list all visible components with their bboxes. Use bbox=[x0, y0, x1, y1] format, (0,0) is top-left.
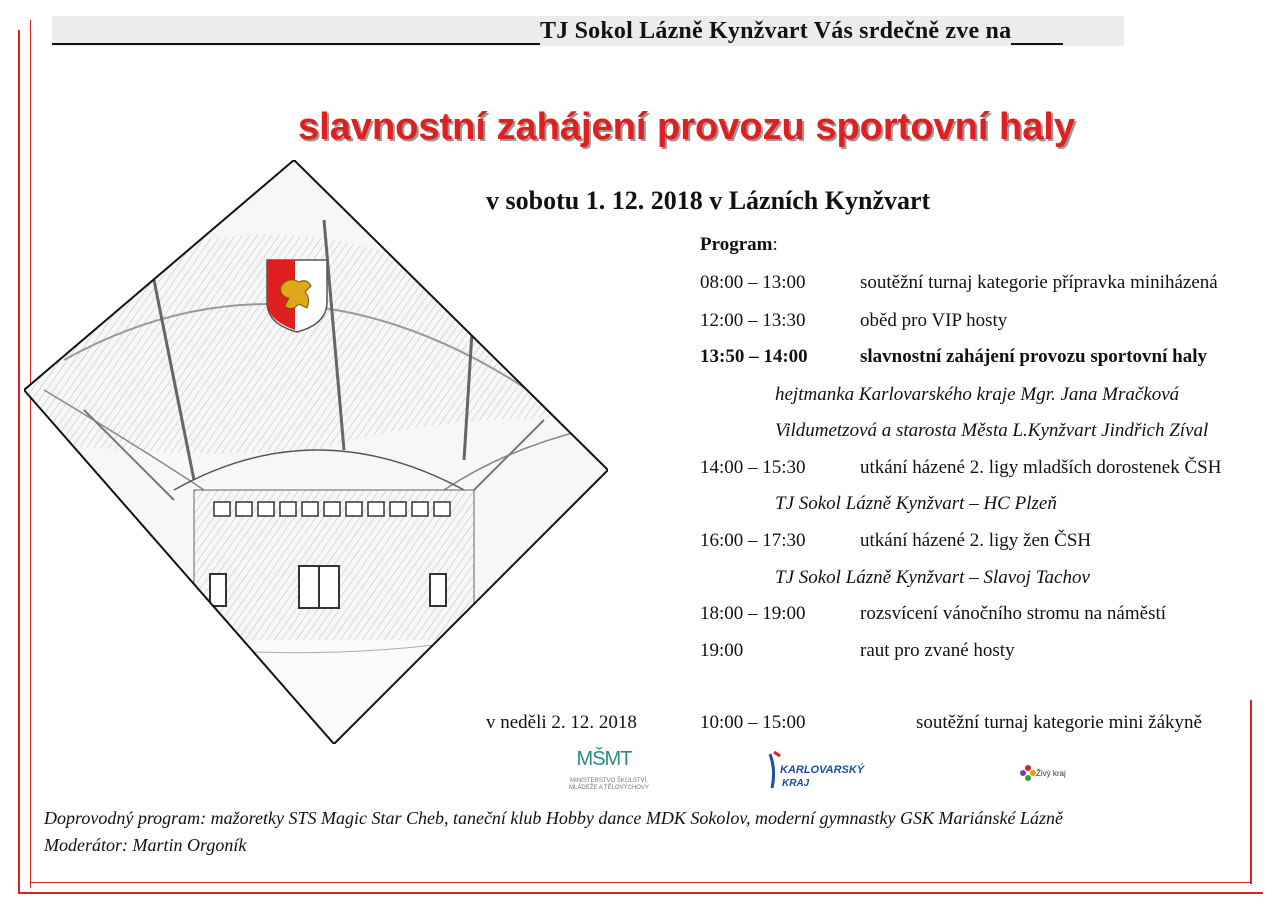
zk-text: Živý kraj bbox=[1036, 769, 1066, 778]
program-sub: TJ Sokol Lázně Kynžvart – HC Plzeň bbox=[775, 493, 1057, 514]
row-desc: oběd pro VIP hosty bbox=[860, 310, 1008, 331]
row-desc: raut pro zvané hosty bbox=[860, 640, 1015, 661]
frame-left bbox=[18, 30, 20, 892]
program-sub: hejtmanka Karlovarského kraje Mgr. Jana Mračková bbox=[775, 384, 1180, 405]
row-time: 12:00 – 13:30 bbox=[700, 310, 806, 331]
row-time: 18:00 – 19:00 bbox=[700, 603, 806, 624]
sunday-desc: soutěžní turnaj kategorie mini žákyně bbox=[916, 712, 1202, 733]
kv-text: KARLOVARSKÝ bbox=[780, 764, 865, 776]
row-desc: rozsvícení vánočního stromu na náměstí bbox=[860, 603, 1167, 624]
program-heading-colon: : bbox=[772, 234, 778, 255]
sunday-time: 10:00 – 15:00 bbox=[700, 712, 806, 733]
coat-of-arms-icon bbox=[265, 258, 329, 334]
zivy-kraj-logo bbox=[1020, 762, 1090, 786]
row-time: 14:00 – 15:30 bbox=[700, 457, 806, 478]
row-time: 19:00 bbox=[700, 640, 744, 661]
program-sub: TJ Sokol Lázně Kynžvart – Slavoj Tachov bbox=[775, 567, 1090, 588]
sunday-date: v neděli 2. 12. 2018 bbox=[486, 712, 637, 733]
flower-icon bbox=[1020, 764, 1036, 782]
moderator: Moderátor: Martin Orgoník bbox=[44, 835, 247, 855]
karlovarsky-kraj-logo bbox=[768, 750, 878, 792]
msmt-logo bbox=[566, 748, 652, 800]
row-time: 08:00 – 13:00 bbox=[700, 272, 806, 293]
frame-bottom bbox=[18, 892, 1263, 894]
kv-text: KRAJ bbox=[782, 778, 810, 789]
frame-bottom-inner bbox=[30, 882, 1250, 883]
row-desc: utkání házené 2. ligy žen ČSH bbox=[860, 530, 1092, 551]
row-desc: soutěžní turnaj kategorie přípravka miniházená bbox=[860, 272, 1218, 293]
msmt-caption bbox=[566, 778, 652, 792]
event-title: slavnostní zahájení provozu sportovní haly bbox=[298, 106, 1076, 148]
row-desc: slavnostní zahájení provozu sportovní haly bbox=[860, 346, 1207, 367]
program-heading bbox=[700, 234, 778, 256]
row-time: 13:50 – 14:00 bbox=[700, 346, 808, 367]
msmt-caption-line: MLÁDEŽE A TĚLOVÝCHOVY bbox=[569, 785, 649, 791]
msmt-caption-line: MINISTERSTVO ŠKOLSTVÍ, bbox=[570, 778, 648, 784]
accompanying-program: Doprovodný program: mažoretky STS Magic Star Cheb, taneční klub Hobby dance MDK Sokolov, moderní gymnastky GSK Mariánské Lázně bbox=[44, 808, 1063, 828]
header-rule-left bbox=[52, 21, 540, 45]
sports-hall-sketch-image bbox=[24, 160, 608, 744]
header bbox=[52, 18, 1124, 48]
frame-right bbox=[1250, 700, 1252, 884]
msmt-mark-icon: MŠMT bbox=[576, 748, 632, 770]
header-text: TJ Sokol Lázně Kynžvart Vás srdečně zve na bbox=[540, 18, 1012, 44]
event-date: v sobotu 1. 12. 2018 v Lázních Kynžvart bbox=[486, 186, 931, 215]
row-desc: utkání házené 2. ligy mladších dorostenek ČSH bbox=[860, 457, 1222, 478]
program-heading-label: Program bbox=[700, 234, 773, 255]
header-rule-right bbox=[1011, 21, 1063, 45]
program-sub: Vildumetzová a starosta Města L.Kynžvart Jindřich Zíval bbox=[775, 420, 1209, 441]
row-time: 16:00 – 17:30 bbox=[700, 530, 806, 551]
